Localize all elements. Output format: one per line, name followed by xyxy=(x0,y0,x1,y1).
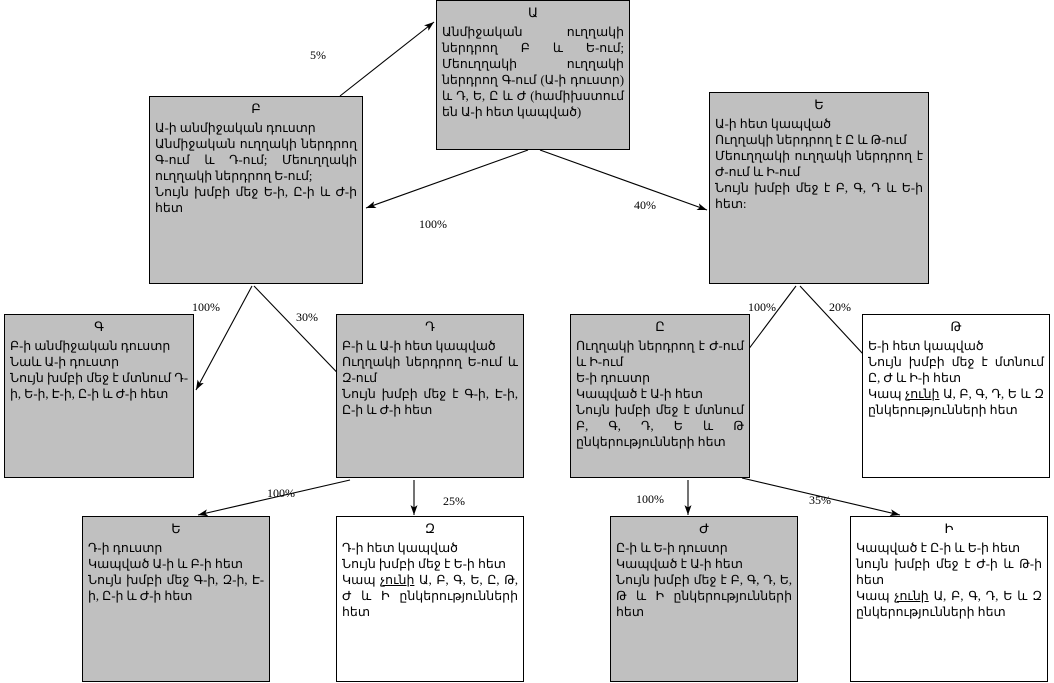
edge-line xyxy=(366,150,528,208)
node-title: Գ xyxy=(94,319,104,334)
node-title: Թ xyxy=(950,319,962,334)
edge-label: 20% xyxy=(829,300,851,314)
node-body: Կապված է Ը-ի և Ե-ի հետ նույն խմբի մեջ է Ժ-ի և Թ-ի հետ Կապ չունի Ա, Բ, Գ, Դ, Ե և Զ ընկերությունների հետ xyxy=(856,540,1042,619)
node-title: Ը xyxy=(655,319,665,334)
node-zh[interactable] xyxy=(610,516,798,682)
edge-line xyxy=(540,150,707,210)
edge-line xyxy=(340,22,434,96)
edge-label: 100% xyxy=(192,300,220,314)
node-e[interactable] xyxy=(709,92,929,284)
node-title: Ի xyxy=(944,521,954,536)
node-y[interactable] xyxy=(570,314,750,478)
node-body: Բ-ի անմիջական դուստր Նաև Ա-ի դուստր Նույն խմբի մեջ է մտնում Դ-ի, Ե-ի, Է-ի, Ը-ի և Ժ-ի հետ xyxy=(10,338,188,401)
node-e2[interactable] xyxy=(82,516,270,682)
node-title: Ժ xyxy=(699,521,709,536)
node-z[interactable] xyxy=(336,516,524,682)
node-a[interactable] xyxy=(436,0,630,150)
node-body: Ա-ի հետ կապված Ուղղակի ներդրող է Ը և Թ-ում Մեուղղակի ուղղակի ներդրող է Ժ-ում և Ի-ում Նույն խմբի մեջ է Բ, Գ, Դ և Ե-ի հետ: xyxy=(715,116,923,211)
node-body: Դ-ի դուստր Կապված Ա-ի և Բ-ի հետ Նույն խմբի մեջ Գ-ի, Զ-ի, Է-ի, Ը-ի և Ժ-ի հետ xyxy=(88,540,264,603)
node-body: Ուղղակի ներդրող է Ժ-ում և Ի-ում Ե-ի դուստր Կապված է Ա-ի հետ Նույն խմբի մեջ է մտնում Բ, Գ, Դ, Ե և Թ ընկերությունների հետ xyxy=(576,338,744,449)
edge-label: 5% xyxy=(310,48,326,62)
edge-label: 100% xyxy=(419,217,447,231)
node-body: Ե-ի հետ կապված Նույն խմբի մեջ է մտնում Ը, Ժ և Ի-ի հետ Կապ չունի Ա, Բ, Գ, Դ, Ե և Զ ընկերությունների հետ xyxy=(868,338,1044,417)
node-title: Զ xyxy=(424,521,436,536)
edge-label: 30% xyxy=(296,310,318,324)
edge-label: 100% xyxy=(636,492,664,506)
node-body: Անմիջական ուղղակի ներդրող Բ և Ե-ում; Մեուղղակի ուղղակի ներդրող Գ-ում (Ա-ի դուստր) և Դ, Ե, Ը և Ժ (համիխստում են Ա-ի հետ կապված) xyxy=(442,24,624,119)
edge-label: 100% xyxy=(267,486,295,500)
node-body: Բ-ի և Ա-ի հետ կապված Ուղղակի ներդրող Ե-ում և Զ-ում Նույն խմբի մեջ է Գ-ի, Է-ի, Ը-ի և Ժ-ի հետ xyxy=(342,338,518,417)
node-d[interactable] xyxy=(336,314,524,478)
node-title: Ե xyxy=(814,97,824,112)
node-b[interactable] xyxy=(149,96,363,284)
node-body: Ը-ի և Ե-ի դուստր Կապված է Ա-ի հետ Նույն խմբի մեջ է Բ, Գ, Դ, Ե, Թ և Ի ընկերությունների հետ xyxy=(616,540,792,619)
node-title: Ա xyxy=(528,5,538,20)
edge-label: 40% xyxy=(634,198,656,212)
node-body: Ա-ի անմիջական դուստր Անմիջական ուղղակի ներդրող Գ-ում և Դ-ում; Մեուղղակի ուղղակի ներդրող Ե-ում; Նույն խմբի մեջ Ե-ի, Ը-ի և Ժ-ի հետ xyxy=(155,120,357,215)
edge-label: 25% xyxy=(443,494,465,508)
node-body: Դ-ի հետ կապված Նույն խմբի մեջ է Ե-ի հետ Կապ չունի Ա, Բ, Գ, Ե, Ը, Թ, Ժ և Ի ընկերությունների հետ xyxy=(342,540,518,619)
node-g[interactable] xyxy=(4,314,194,478)
node-t[interactable] xyxy=(862,314,1050,478)
node-title: Բ xyxy=(251,101,261,116)
node-i[interactable] xyxy=(850,516,1048,682)
node-title: Դ xyxy=(425,319,435,334)
edge-label: 35% xyxy=(809,493,831,507)
node-title: Ե xyxy=(171,521,181,536)
edge-label: 100% xyxy=(748,300,776,314)
